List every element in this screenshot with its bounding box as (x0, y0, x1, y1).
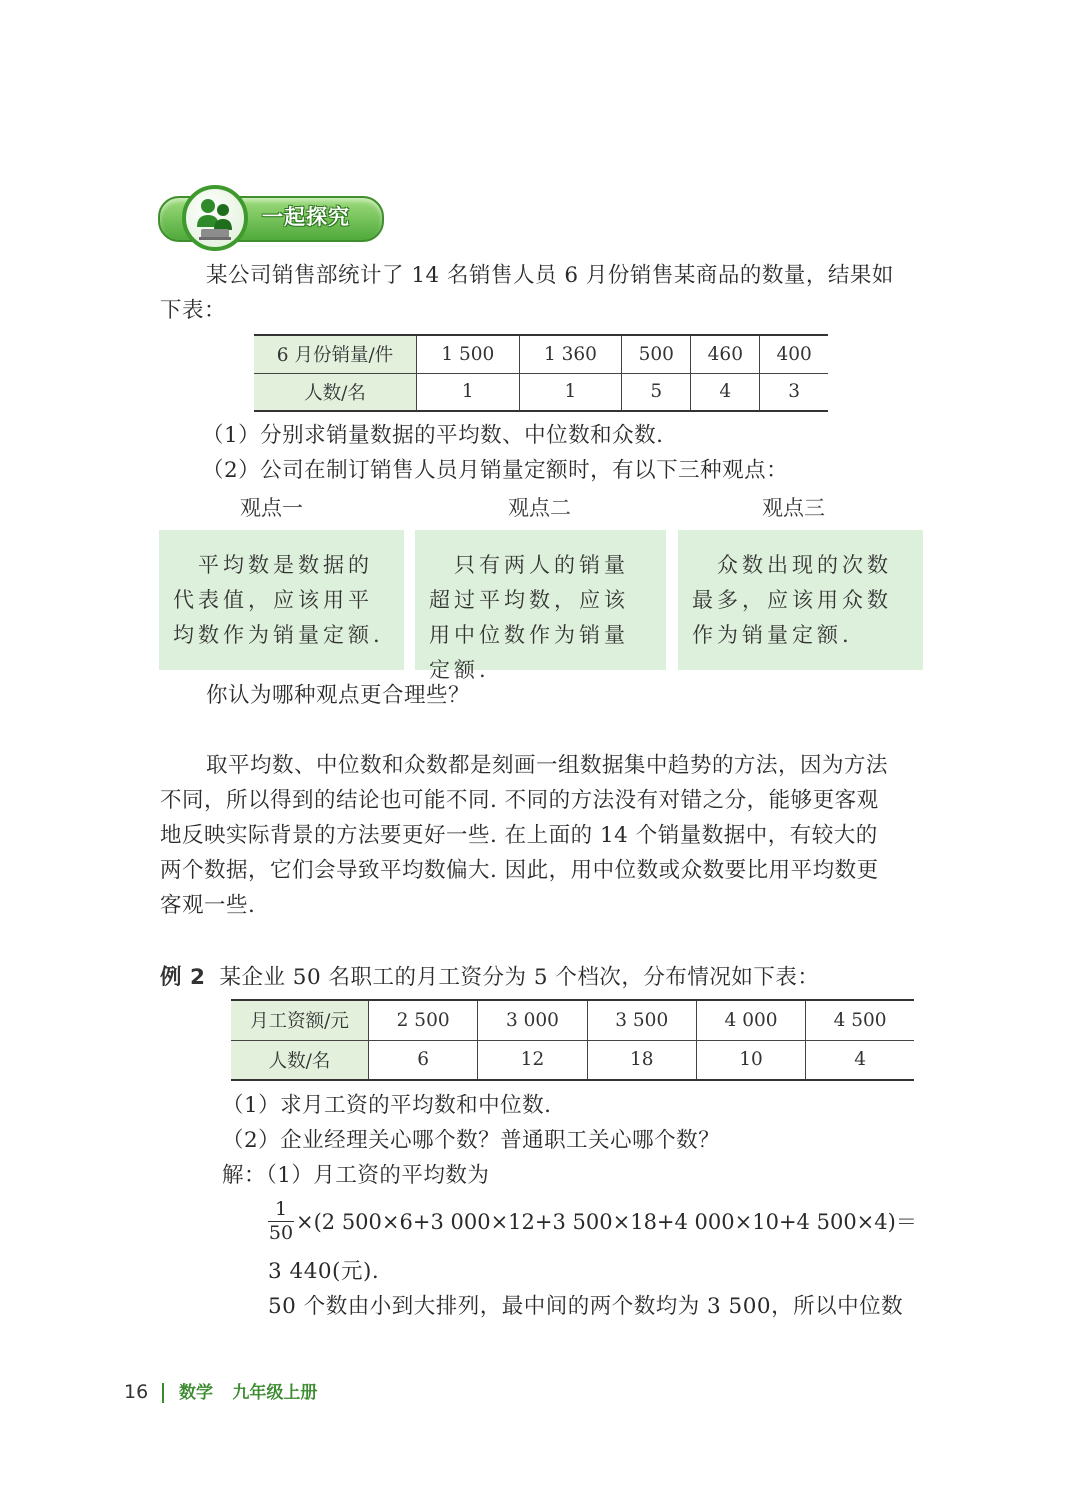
table-cell: 1 (519, 373, 622, 411)
table-header-cell: 3 500 (587, 1000, 696, 1040)
table-cell: 5 (622, 373, 691, 411)
median-explanation: 50 个数由小到大排列，最中间的两个数均为 3 500，所以中位数 (268, 1294, 904, 1319)
table-cell: 人数/名 (231, 1040, 369, 1080)
table-header-cell: 2 500 (369, 1000, 478, 1040)
example-text: 某企业 50 名职工的月工资分为 5 个档次，分布情况如下表： (219, 965, 820, 990)
table-cell: 1 (417, 373, 520, 411)
intro-line-1: 某公司销售部统计了 14 名销售人员 6 月份销售某商品的数量，结果如 (206, 263, 894, 288)
salary-table (231, 999, 914, 1081)
table-cell: 4 (691, 373, 760, 411)
explanation-line: 两个数据，它们会导致平均数偏大. 因此，用中位数或众数要比用平均数更 (160, 858, 879, 883)
table-cell: 人数/名 (254, 373, 417, 411)
viewpoint-text-3: 众数出现的次数最多，应该用众数作为销量定额. (692, 553, 892, 647)
table-header-cell: 400 (760, 335, 828, 373)
explanation-line: 取平均数、中位数和众数都是刻画一组数据集中趋势的方法，因为方法 (206, 753, 889, 778)
question-3: 你认为哪种观点更合理些？ (206, 683, 471, 708)
intro-paragraph (160, 258, 930, 328)
example-question-1: （1）求月工资的平均数和中位数. (222, 1093, 552, 1118)
footer-divider (162, 1383, 164, 1403)
viewpoint-label-2: 观点二 (508, 496, 571, 520)
table-header-cell: 1 360 (519, 335, 622, 373)
table-header-cell: 1 500 (417, 335, 520, 373)
table-cell: 10 (696, 1040, 805, 1080)
table-cell: 3 (760, 373, 828, 411)
viewpoint-box-2 (415, 530, 666, 682)
table-header-cell: 4 000 (696, 1000, 805, 1040)
salary-table-count-row (231, 1040, 914, 1080)
viewpoint-text-1: 平均数是数据的代表值，应该用平均数作为销量定额. (173, 553, 384, 647)
intro-line-2: 下表： (160, 298, 227, 323)
table-header-cell: 月工资额/元 (231, 1000, 369, 1040)
example-2-questions (222, 1088, 932, 1193)
example-2-heading (160, 960, 930, 995)
solution-intro: 解：（1）月工资的平均数为 (222, 1163, 490, 1188)
questions-block (202, 418, 932, 488)
table-cell: 4 (806, 1040, 914, 1080)
footer-subject: 数学 (179, 1383, 213, 1403)
fraction-denominator: 50 (268, 1222, 294, 1244)
table-header-cell: 6 月份销量/件 (254, 335, 417, 373)
viewpoint-text-2: 只有两人的销量超过平均数，应该用中位数作为销量定额. (429, 553, 629, 682)
group-study-icon (182, 185, 248, 251)
table-cell: 18 (587, 1040, 696, 1080)
question-1: （1）分别求销量数据的平均数、中位数和众数. (202, 423, 664, 448)
sales-table (254, 334, 828, 412)
section-title: 一起探究 (262, 205, 350, 229)
mean-formula (268, 1198, 928, 1250)
sales-table-header-row (254, 335, 828, 373)
viewpoint-label-1: 观点一 (240, 496, 303, 520)
fraction-numerator: 1 (274, 1198, 288, 1220)
table-header-cell: 500 (622, 335, 691, 373)
sales-table-count-row (254, 373, 828, 411)
explanation-line: 客观一些. (160, 893, 256, 918)
table-cell: 12 (478, 1040, 587, 1080)
explanation-line: 地反映实际背景的方法要更好一些. 在上面的 14 个销量数据中，有较大的 (160, 823, 878, 848)
example-question-2: （2）企业经理关心哪个数？普通职工关心哪个数？ (222, 1128, 721, 1153)
table-header-cell: 4 500 (806, 1000, 914, 1040)
table-header-cell: 3 000 (478, 1000, 587, 1040)
table-header-cell: 460 (691, 335, 760, 373)
section-banner (158, 185, 384, 251)
viewpoint-box-1 (159, 530, 404, 670)
footer-book: 九年级上册 (232, 1383, 318, 1403)
question-2: （2）公司在制订销售人员月销量定额时，有以下三种观点： (202, 458, 789, 483)
fraction (268, 1198, 294, 1244)
page-footer (124, 1378, 317, 1403)
example-label: 例 2 (160, 965, 206, 990)
salary-table-header-row (231, 1000, 914, 1040)
mean-result: 3 440(元). (268, 1259, 380, 1284)
viewpoint-box-3 (678, 530, 923, 670)
formula-expression: ×(2 500×6+3 000×12+3 500×18+4 000×10+4 500×4)＝ (296, 1210, 917, 1234)
viewpoint-label-3: 观点三 (762, 496, 825, 520)
explanation-paragraph (160, 748, 930, 923)
table-cell: 6 (369, 1040, 478, 1080)
explanation-line: 不同，所以得到的结论也可能不同. 不同的方法没有对错之分，能够更客观 (160, 788, 879, 813)
page-number: 16 (124, 1381, 149, 1403)
